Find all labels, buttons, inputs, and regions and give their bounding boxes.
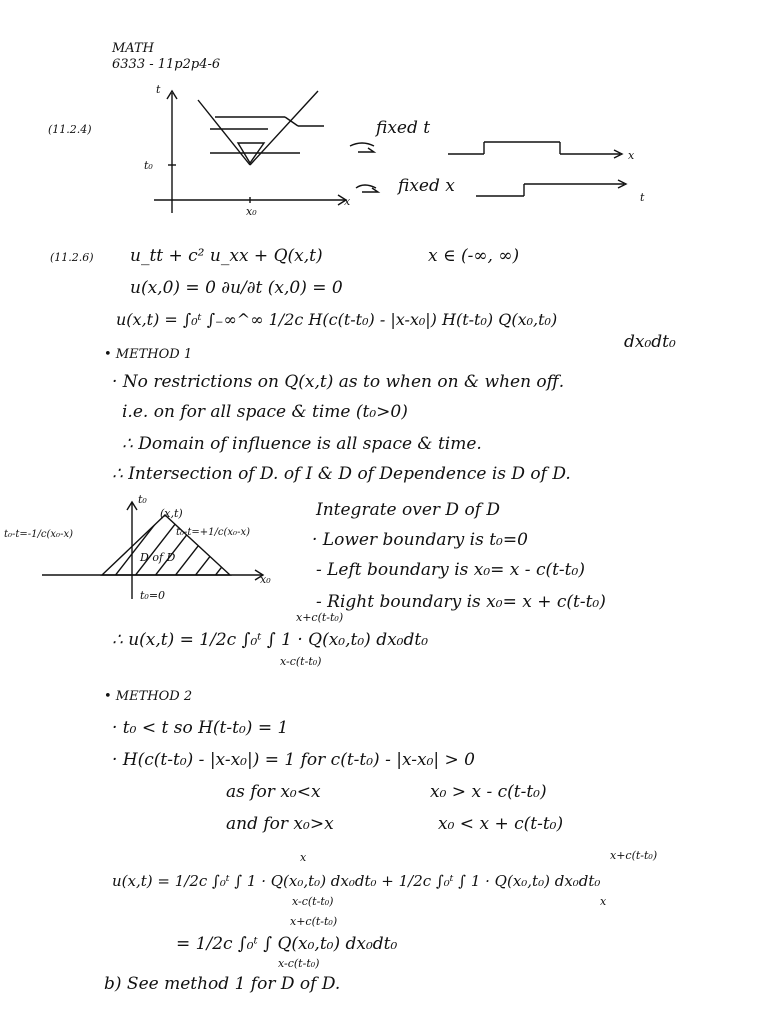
method1-result: ∴ u(x,t) = 1/2c ∫₀ᵗ ∫ 1 · Q(x₀,t₀) dx₀dt₀ <box>112 630 429 650</box>
method2-split-integral: u(x,t) = 1/2c ∫₀ᵗ ∫ 1 · Q(x₀,t₀) dx₀dt₀ + 1/2c ∫₀ᵗ ∫ 1 · Q(x₀,t₀) dx₀dt₀ <box>112 872 601 890</box>
combined-upper-limit: x+c(t-t₀) <box>290 915 338 928</box>
x0-label: x₀ <box>246 205 257 218</box>
bottom-boundary-label: t₀=0 <box>140 589 166 602</box>
method1-line-4: ∴ Intersection of D. of I & D of Dependence is D of D. <box>112 464 571 484</box>
initial-conditions: u(x,0) = 0 ∂u/∂t (x,0) = 0 <box>130 278 343 298</box>
method1-line-3: ∴ Domain of influence is all space & time. <box>122 434 482 454</box>
method2-line-4b: x₀ < x + c(t-t₀) <box>438 814 564 834</box>
t0-label: t₀ <box>144 159 153 172</box>
method2-line-3a: as for x₀<x <box>226 782 321 802</box>
method2-line-4a: and for x₀>x <box>226 814 334 834</box>
step-x-label: x <box>628 149 635 162</box>
right-characteristic <box>250 91 318 165</box>
combined-lower-limit: x-c(t-t₀) <box>278 957 320 970</box>
solution-differentials: dx₀dt₀ <box>624 332 676 352</box>
t-axis-label: t <box>156 83 161 96</box>
solution-formula: u(x,t) = ∫₀ᵗ ∫₋∞^∞ 1/2c H(c(t-t₀) - |x-x₀|) H(t-t₀) Q(x₀,t₀) <box>116 310 558 329</box>
integrate-line-2: · Lower boundary is t₀=0 <box>312 530 528 550</box>
arrow-squiggle-1 <box>350 143 374 152</box>
split-limit-2-upper: x+c(t-t₀) <box>610 849 658 862</box>
eq-ref-1124: (11.2.4) <box>48 123 92 136</box>
integrate-line-3: - Left boundary is x₀= x - c(t-t₀) <box>316 560 585 580</box>
apex-label: (x,t) <box>160 507 183 520</box>
split-limit-1-upper: x <box>300 851 307 864</box>
left-characteristic <box>198 100 250 165</box>
method1-line-1: · No restrictions on Q(x,t) as to when on & when off. <box>112 372 565 392</box>
left-line-label: t₀-t=-1/c(x₀-x) <box>4 529 73 540</box>
method2-line-3b: x₀ > x - c(t-t₀) <box>430 782 547 802</box>
split-limit-1-lower: x-c(t-t₀) <box>292 895 334 908</box>
split-limit-2-lower: x <box>600 895 607 908</box>
eq-ref-1126: (11.2.6) <box>50 251 94 264</box>
method1-heading: • METHOD 1 <box>104 347 193 362</box>
method1-upper-limit: x+c(t-t₀) <box>296 611 344 624</box>
right-line-label: t₀-t=+1/c(x₀-x) <box>176 527 250 538</box>
part-b-note: b) See method 1 for D of D. <box>104 974 341 994</box>
characteristic-figure <box>140 85 360 220</box>
x-axis-label: x <box>344 195 351 208</box>
method2-line-1: · t₀ < t so H(t-t₀) = 1 <box>112 718 289 738</box>
method2-combined-integral: = 1/2c ∫₀ᵗ ∫ Q(x₀,t₀) dx₀dt₀ <box>176 934 398 954</box>
problem-label: 6333 - 11p2p4-6 <box>112 57 221 72</box>
method2-heading: • METHOD 2 <box>104 689 193 704</box>
integrate-line-1: Integrate over D of D <box>316 500 501 520</box>
step-plots <box>348 130 648 210</box>
method1-line-2: i.e. on for all space & time (t₀>0) <box>122 402 408 422</box>
pde-equation: u_tt + c² u_xx + Q(x,t) <box>130 246 323 266</box>
method1-lower-limit: x-c(t-t₀) <box>280 655 322 668</box>
fixed-x-label: fixed x <box>398 176 455 196</box>
pde-domain: x ∈ (-∞, ∞) <box>428 246 520 266</box>
integrate-line-4: - Right boundary is x₀= x + c(t-t₀) <box>316 592 606 612</box>
dod-triangle <box>102 515 230 575</box>
dod-region-label: D of D <box>140 551 176 564</box>
method2-line-2: · H(c(t-t₀) - |x-x₀|) = 1 for c(t-t₀) - |x-x₀| > 0 <box>112 750 475 770</box>
course-label: MATH <box>112 41 154 56</box>
fixed-t-label: fixed t <box>376 118 431 138</box>
x0-axis-label: x₀ <box>260 573 271 586</box>
t0-axis-label: t₀ <box>138 493 147 506</box>
step-t-label: t <box>640 191 645 204</box>
arrow-squiggle-2 <box>356 185 378 192</box>
